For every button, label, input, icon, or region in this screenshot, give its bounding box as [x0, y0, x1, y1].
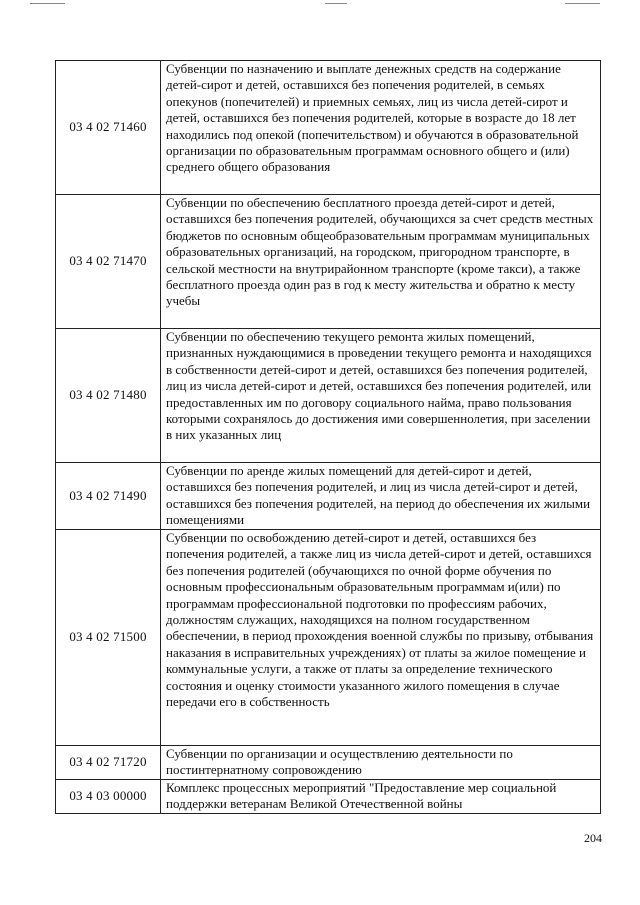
table-row: [56, 329, 601, 463]
scan-mark: [30, 3, 65, 4]
table-row: [56, 780, 601, 814]
scan-top-marks: [0, 0, 640, 12]
table-row: [56, 530, 601, 746]
subsidy-description: Комплекс процессных мероприятий "Предоставление мер социальной поддержки ветеранам Великой Отечественной войны: [161, 780, 601, 814]
subsidy-description: Субвенции по обеспечению текущего ремонта жилых помещений, признанных нуждающимися в проведении текущего ремонта и находящихся в собственности детей-сирот и детей, оставшихся без попечения родителей, лиц из числа детей-сирот и детей, оставшихся без попечения родителей, или предоставленных им по договору социального найма, право пользования которыми сохранялось до достижения ими совершеннолетия, при заселении в них указанных лиц: [161, 329, 601, 463]
budget-code: 03 4 02 71500: [56, 530, 161, 746]
scan-mark: [565, 3, 600, 4]
table-row: [56, 746, 601, 780]
page-number: 204: [584, 831, 602, 845]
table-row: [56, 195, 601, 329]
budget-code: 03 4 02 71720: [56, 746, 161, 780]
budget-code: 03 4 02 71460: [56, 61, 161, 195]
table-row: [56, 61, 601, 195]
subsidy-description: Субвенции по аренде жилых помещений для детей-сирот и детей, оставшихся без попечения родителей, и лиц из числа детей-сирот и детей, оставшихся без попечения родителей, на период до обеспечения их жилыми помещениями: [161, 463, 601, 530]
budget-code: 03 4 02 71470: [56, 195, 161, 329]
table-row: [56, 463, 601, 530]
subsidy-description: Субвенции по назначению и выплате денежных средств на содержание детей-сирот и детей, оставшихся без попечения родителей, в семьях опекунов (попечителей) и приемных семьях, лиц из числа детей-сирот и детей, оставшихся без попечения родителей, которые в возрасте до 18 лет находились под опекой (попечительством) и обучаются в образовательной организации по образовательным программам основного общего и (или) среднего общего образования: [161, 61, 601, 195]
budget-code: 03 4 02 71480: [56, 329, 161, 463]
subsidy-description: Субвенции по обеспечению бесплатного проезда детей-сирот и детей, оставшихся без попечения родителей, обучающихся за счет средств местных бюджетов по основным общеобразовательным программам муниципальных образовательных организаций, на городском, пригородном транспорте, в сельской местности на внутрирайонном транспорте (кроме такси), а также бесплатного проезда один раз в год к месту жительства и обратно к месту учебы: [161, 195, 601, 329]
scan-mark: [325, 3, 347, 4]
budget-code: 03 4 02 71490: [56, 463, 161, 530]
budget-code: 03 4 03 00000: [56, 780, 161, 814]
subsidy-description: Субвенции по организации и осуществлению деятельности по постинтернатному сопровождению: [161, 746, 601, 780]
budget-classification-table: [55, 60, 601, 814]
subsidy-description: Субвенции по освобождению детей-сирот и детей, оставшихся без попечения родителей, а также лиц из числа детей-сирот и детей, оставшихся без попечения родителей (обучающихся по очной форме обучения по основным профессиональным образовательным программам и(или) по программам профессиональной подготовки по профессиям рабочих, должностям служащих, находящихся на полном государственном обеспечении, в период прохождения военной службы по призыву, отбывания наказания в исправительных учреждениях) от платы за жилое помещение и коммунальные услуги, а также от платы за определение технического состояния и оценку стоимости указанного жилого помещения в случае передачи его в собственность: [161, 530, 601, 746]
